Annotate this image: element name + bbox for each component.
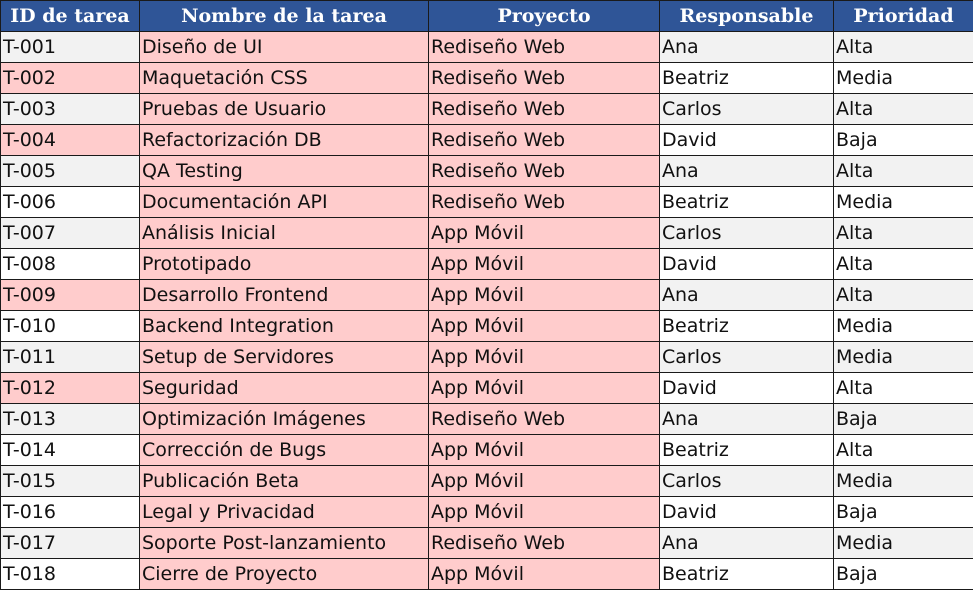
project-cell[interactable]: App Móvil [429,497,660,528]
table-row [1,404,973,435]
owner-cell[interactable]: Ana [660,156,834,187]
task-name-cell[interactable]: Documentación API [140,187,429,218]
task-name-cell[interactable]: Backend Integration [140,311,429,342]
priority-cell[interactable]: Media [834,187,973,218]
table-row [1,497,973,528]
project-cell[interactable]: Rediseño Web [429,187,660,218]
project-cell[interactable]: App Móvil [429,435,660,466]
project-cell[interactable]: App Móvil [429,218,660,249]
task-id-cell[interactable]: T-015 [1,466,140,497]
task-id-cell[interactable]: T-016 [1,497,140,528]
task-name-cell[interactable]: Desarrollo Frontend [140,280,429,311]
table-row [1,125,973,156]
priority-cell[interactable]: Alta [834,249,973,280]
task-id-cell[interactable]: T-003 [1,94,140,125]
task-name-cell[interactable]: Análisis Inicial [140,218,429,249]
owner-cell[interactable]: Carlos [660,466,834,497]
table-row [1,249,973,280]
table-row [1,156,973,187]
project-cell[interactable]: Rediseño Web [429,528,660,559]
task-id-cell[interactable]: T-011 [1,342,140,373]
task-name-cell[interactable]: Optimización Imágenes [140,404,429,435]
table-row [1,311,973,342]
priority-cell[interactable]: Baja [834,497,973,528]
task-name-cell[interactable]: QA Testing [140,156,429,187]
owner-cell[interactable]: Beatriz [660,435,834,466]
task-name-cell[interactable]: Pruebas de Usuario [140,94,429,125]
priority-cell[interactable]: Alta [834,32,973,63]
priority-cell[interactable]: Media [834,466,973,497]
table-row [1,187,973,218]
owner-cell[interactable]: Carlos [660,342,834,373]
task-id-cell[interactable]: T-001 [1,32,140,63]
owner-cell[interactable]: David [660,373,834,404]
task-name-cell[interactable]: Refactorización DB [140,125,429,156]
owner-cell[interactable]: Ana [660,528,834,559]
column-header-owner[interactable]: Responsable [660,1,834,32]
task-id-cell[interactable]: T-008 [1,249,140,280]
owner-cell[interactable]: Beatriz [660,311,834,342]
table-row [1,435,973,466]
priority-cell[interactable]: Baja [834,404,973,435]
priority-cell[interactable]: Alta [834,218,973,249]
priority-cell[interactable]: Media [834,311,973,342]
project-cell[interactable]: Rediseño Web [429,94,660,125]
priority-cell[interactable]: Alta [834,435,973,466]
priority-cell[interactable]: Media [834,528,973,559]
task-name-cell[interactable]: Cierre de Proyecto [140,559,429,590]
owner-cell[interactable]: David [660,125,834,156]
task-id-cell[interactable]: T-010 [1,311,140,342]
owner-cell[interactable]: Ana [660,404,834,435]
table-row [1,373,973,404]
priority-cell[interactable]: Media [834,342,973,373]
table-row [1,280,973,311]
task-id-cell[interactable]: T-005 [1,156,140,187]
project-cell[interactable]: App Móvil [429,342,660,373]
project-cell[interactable]: Rediseño Web [429,125,660,156]
task-id-cell[interactable]: T-014 [1,435,140,466]
task-name-cell[interactable]: Setup de Servidores [140,342,429,373]
project-cell[interactable]: App Móvil [429,373,660,404]
task-name-cell[interactable]: Seguridad [140,373,429,404]
header-row [1,1,973,32]
table-row [1,528,973,559]
table-row [1,342,973,373]
owner-cell[interactable]: Carlos [660,94,834,125]
owner-cell[interactable]: Beatriz [660,559,834,590]
task-id-cell[interactable]: T-007 [1,218,140,249]
task-name-cell[interactable]: Soporte Post-lanzamiento [140,528,429,559]
task-id-cell[interactable]: T-012 [1,373,140,404]
priority-cell[interactable]: Alta [834,280,973,311]
table-row [1,466,973,497]
priority-cell[interactable]: Media [834,63,973,94]
task-name-cell[interactable]: Corrección de Bugs [140,435,429,466]
owner-cell[interactable]: Beatriz [660,187,834,218]
table-row [1,559,973,590]
priority-cell[interactable]: Alta [834,156,973,187]
owner-cell[interactable]: Beatriz [660,63,834,94]
table-row [1,32,973,63]
task-id-cell[interactable]: T-013 [1,404,140,435]
priority-cell[interactable]: Alta [834,94,973,125]
table-header [1,1,973,32]
priority-cell[interactable]: Alta [834,373,973,404]
project-cell[interactable]: App Móvil [429,311,660,342]
owner-cell[interactable]: Ana [660,280,834,311]
owner-cell[interactable]: Carlos [660,218,834,249]
column-header-task-id[interactable]: ID de tarea [1,1,140,32]
column-header-task-name[interactable]: Nombre de la tarea [140,1,429,32]
project-cell[interactable]: Rediseño Web [429,156,660,187]
task-id-cell[interactable]: T-009 [1,280,140,311]
task-id-cell[interactable]: T-002 [1,63,140,94]
column-header-priority[interactable]: Prioridad [834,1,973,32]
priority-cell[interactable]: Baja [834,125,973,156]
task-id-cell[interactable]: T-017 [1,528,140,559]
table-row [1,94,973,125]
priority-cell[interactable]: Baja [834,559,973,590]
task-name-cell[interactable]: Legal y Privacidad [140,497,429,528]
task-name-cell[interactable]: Maquetación CSS [140,63,429,94]
table-body [1,32,973,590]
project-cell[interactable]: Rediseño Web [429,32,660,63]
table-row [1,63,973,94]
owner-cell[interactable]: Ana [660,32,834,63]
task-name-cell[interactable]: Diseño de UI [140,32,429,63]
task-name-cell[interactable]: Publicación Beta [140,466,429,497]
project-cell[interactable]: App Móvil [429,249,660,280]
owner-cell[interactable]: David [660,249,834,280]
task-name-cell[interactable]: Prototipado [140,249,429,280]
project-cell[interactable]: App Móvil [429,559,660,590]
project-cell[interactable]: App Móvil [429,280,660,311]
project-cell[interactable]: App Móvil [429,466,660,497]
table-row [1,218,973,249]
column-header-project[interactable]: Proyecto [429,1,660,32]
project-cell[interactable]: Rediseño Web [429,63,660,94]
task-id-cell[interactable]: T-006 [1,187,140,218]
owner-cell[interactable]: David [660,497,834,528]
task-id-cell[interactable]: T-018 [1,559,140,590]
task-id-cell[interactable]: T-004 [1,125,140,156]
project-cell[interactable]: Rediseño Web [429,404,660,435]
